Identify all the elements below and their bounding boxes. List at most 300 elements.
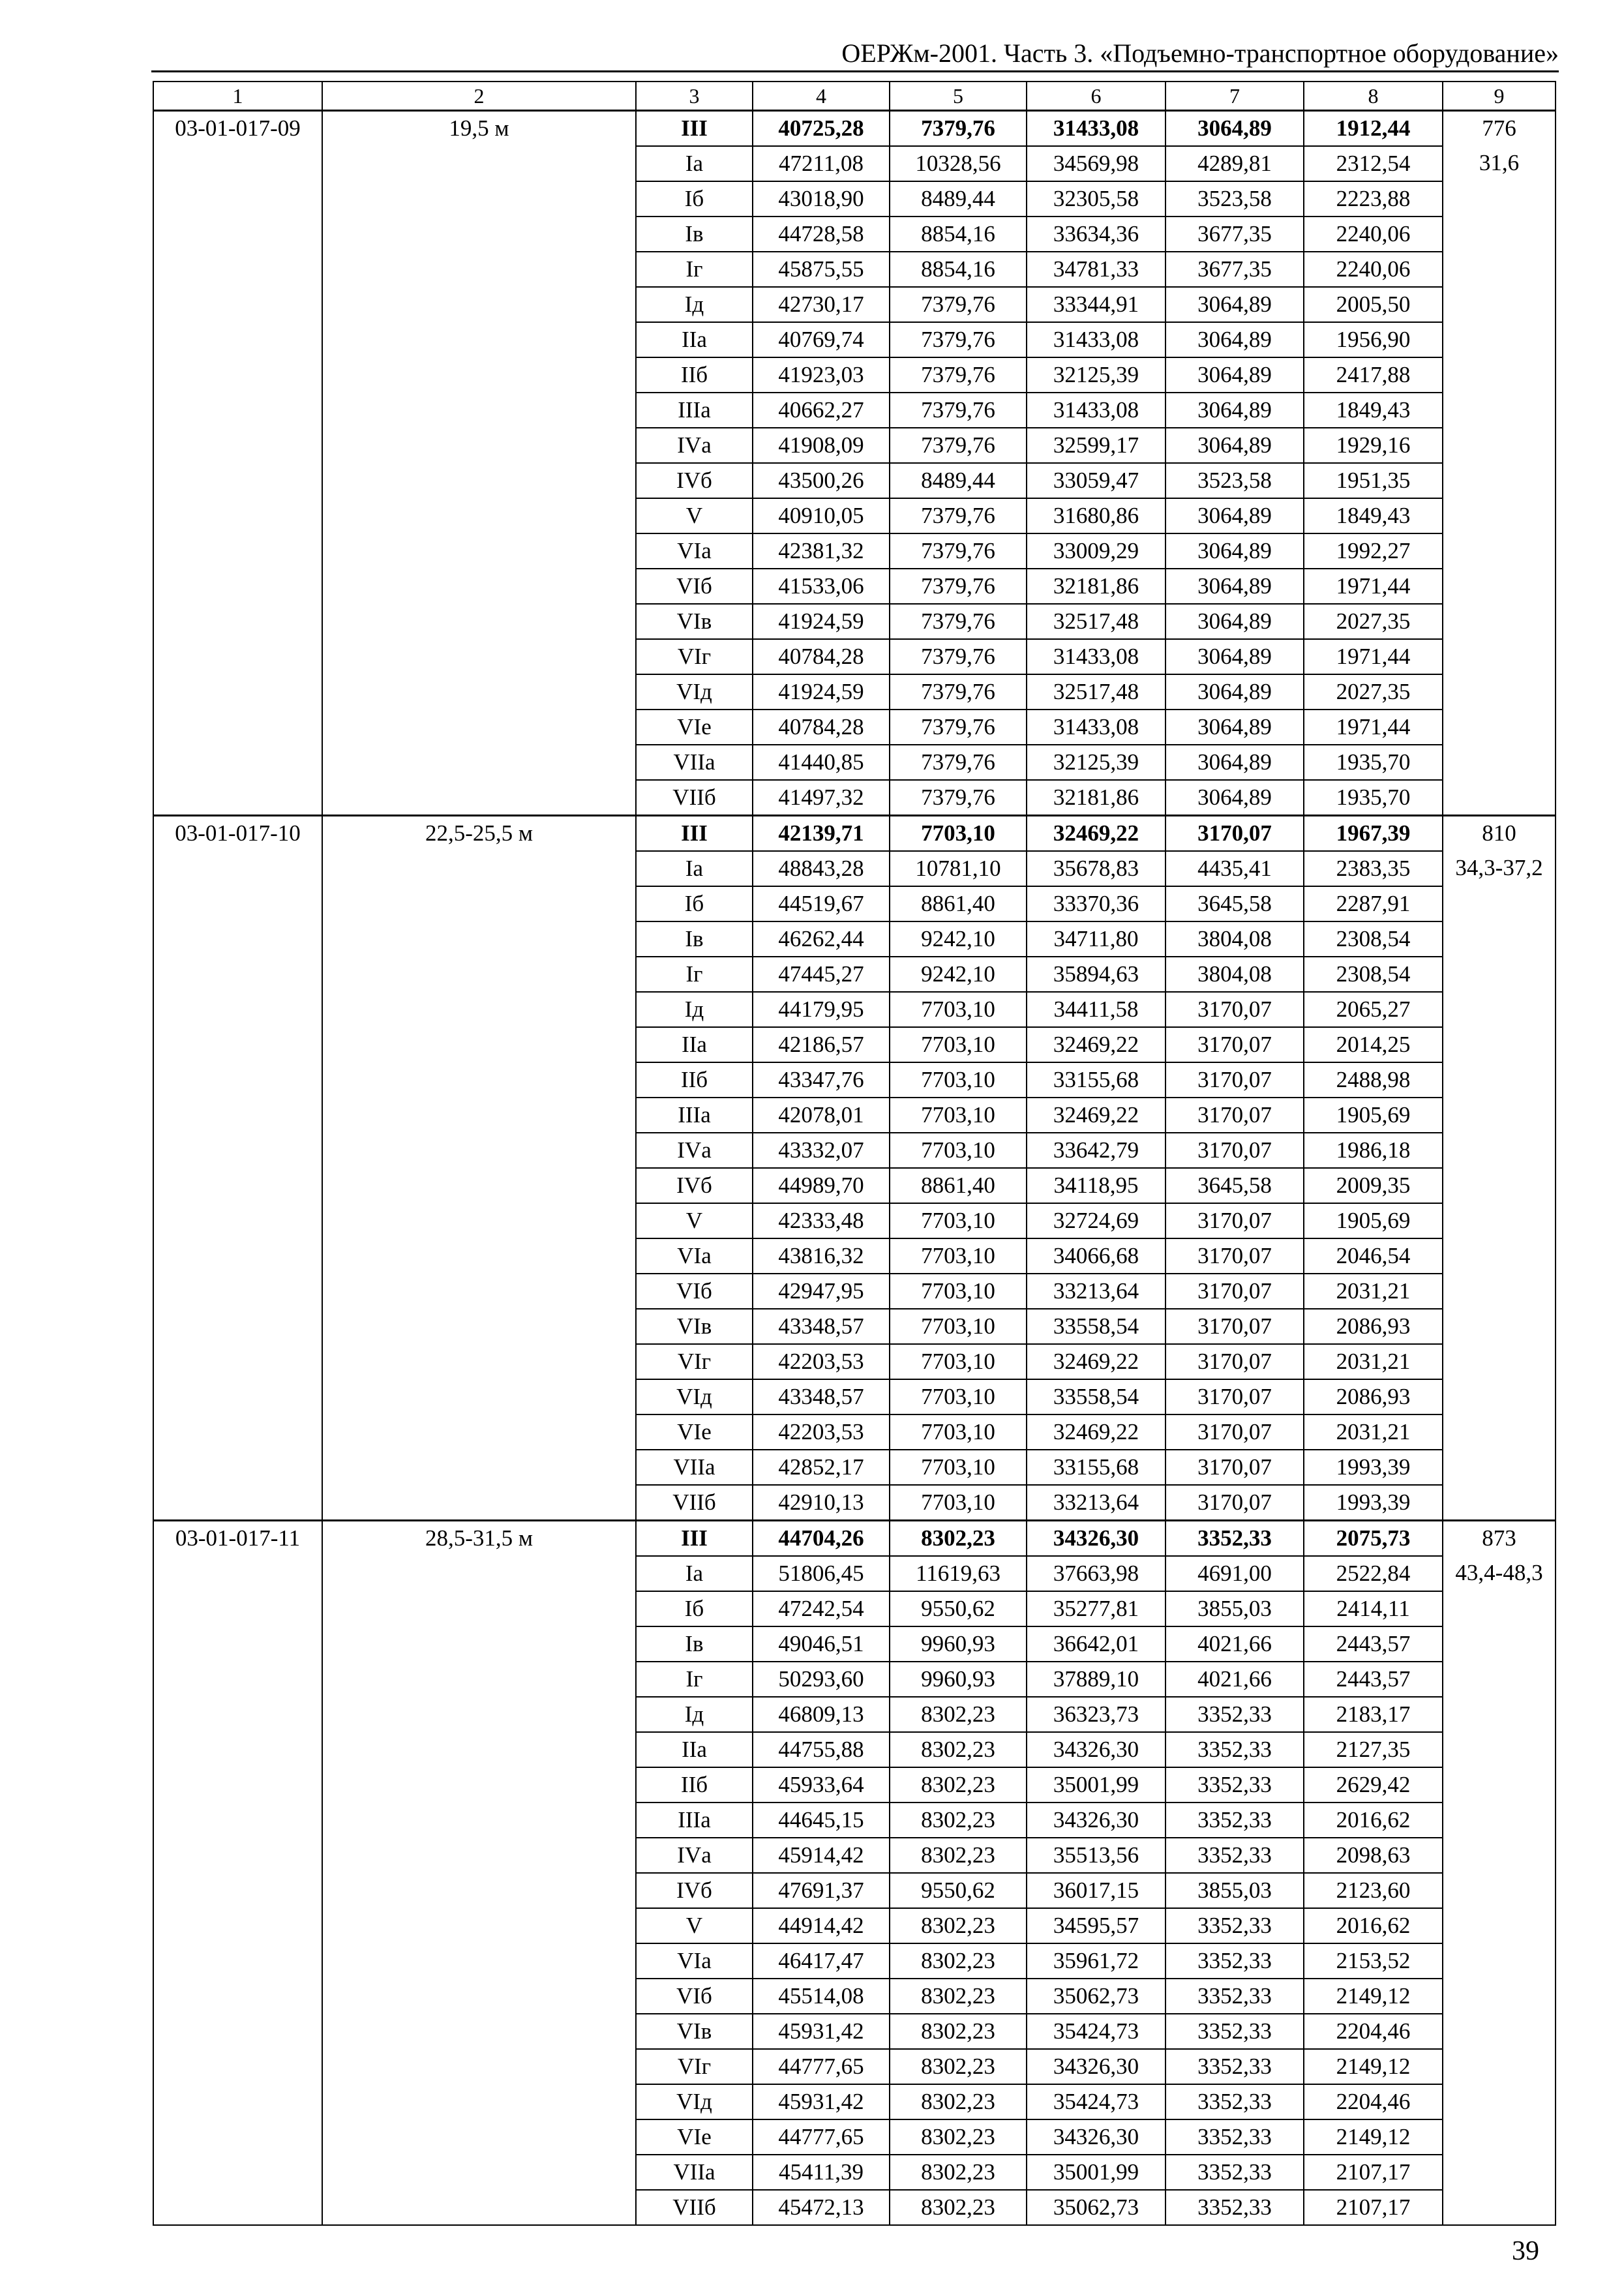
zone-code-cell: VIе — [636, 710, 753, 745]
value-cell: 7703,10 — [890, 816, 1027, 852]
value-cell: 44777,65 — [753, 2119, 890, 2155]
value-cell: 40662,27 — [753, 393, 890, 428]
value-cell: 2383,35 — [1304, 851, 1443, 886]
value-cell: 3645,58 — [1165, 1168, 1304, 1203]
value-cell: 42203,53 — [753, 1414, 890, 1450]
value-cell: 47242,54 — [753, 1591, 890, 1626]
value-cell: 2204,46 — [1304, 2014, 1443, 2049]
value-cell: 31433,08 — [1027, 393, 1165, 428]
value-cell: 3352,33 — [1165, 1521, 1304, 1557]
value-cell: 34066,68 — [1027, 1238, 1165, 1274]
value-cell: 33558,54 — [1027, 1309, 1165, 1344]
value-cell: 32469,22 — [1027, 1027, 1165, 1062]
value-cell: 8302,23 — [890, 1838, 1027, 1873]
zone-code-cell: VIIб — [636, 1485, 753, 1521]
value-cell: 2127,35 — [1304, 1732, 1443, 1767]
value-cell: 7703,10 — [890, 1485, 1027, 1521]
value-cell: 44704,26 — [753, 1521, 890, 1557]
value-cell: 37889,10 — [1027, 1662, 1165, 1697]
note-top-cell: 873 — [1443, 1521, 1556, 1557]
value-cell: 45931,42 — [753, 2014, 890, 2049]
value-cell: 3677,35 — [1165, 252, 1304, 287]
zone-code-cell: IIб — [636, 357, 753, 393]
value-cell: 31433,08 — [1027, 322, 1165, 357]
item-name: 22,5-25,5 м — [322, 816, 636, 1521]
value-cell: 1993,39 — [1304, 1450, 1443, 1485]
value-cell: 3352,33 — [1165, 1943, 1304, 1979]
column-number: 2 — [322, 82, 636, 111]
zone-code-cell: VIв — [636, 2014, 753, 2049]
zone-code-cell: IIIа — [636, 393, 753, 428]
value-cell: 9550,62 — [890, 1873, 1027, 1908]
value-cell: 2107,17 — [1304, 2190, 1443, 2225]
value-cell: 41923,03 — [753, 357, 890, 393]
value-cell: 33634,36 — [1027, 217, 1165, 252]
value-cell: 9242,10 — [890, 921, 1027, 957]
value-cell: 8302,23 — [890, 2119, 1027, 2155]
zone-code-cell: Iб — [636, 886, 753, 921]
value-cell: 41924,59 — [753, 604, 890, 639]
value-cell: 7703,10 — [890, 1098, 1027, 1133]
value-cell: 2204,46 — [1304, 2084, 1443, 2119]
zone-code-cell: VIб — [636, 1979, 753, 2014]
zone-code-cell: VIIб — [636, 780, 753, 816]
zone-code-cell: VIд — [636, 674, 753, 710]
value-cell: 7379,76 — [890, 745, 1027, 780]
value-cell: 3064,89 — [1165, 674, 1304, 710]
value-cell: 1849,43 — [1304, 393, 1443, 428]
value-cell: 3064,89 — [1165, 287, 1304, 322]
value-cell: 35678,83 — [1027, 851, 1165, 886]
value-cell: 3523,58 — [1165, 463, 1304, 498]
zone-code-cell: Iв — [636, 921, 753, 957]
value-cell: 45933,64 — [753, 1767, 890, 1803]
value-cell: 8854,16 — [890, 217, 1027, 252]
value-cell: 33059,47 — [1027, 463, 1165, 498]
value-cell: 43348,57 — [753, 1309, 890, 1344]
value-cell: 3352,33 — [1165, 1979, 1304, 2014]
value-cell: 2098,63 — [1304, 1838, 1443, 1873]
value-cell: 3352,33 — [1165, 1908, 1304, 1943]
value-cell: 2240,06 — [1304, 217, 1443, 252]
value-cell: 7379,76 — [890, 604, 1027, 639]
value-cell: 3352,33 — [1165, 1803, 1304, 1838]
value-cell: 3064,89 — [1165, 569, 1304, 604]
value-cell: 2123,60 — [1304, 1873, 1443, 1908]
value-cell: 8302,23 — [890, 2155, 1027, 2190]
column-number: 6 — [1027, 82, 1165, 111]
value-cell: 42730,17 — [753, 287, 890, 322]
value-cell: 7379,76 — [890, 639, 1027, 674]
value-cell: 35424,73 — [1027, 2014, 1165, 2049]
value-cell: 31433,08 — [1027, 111, 1165, 147]
value-cell: 3064,89 — [1165, 357, 1304, 393]
zone-code-cell: VIд — [636, 1379, 753, 1414]
column-number: 9 — [1443, 82, 1556, 111]
value-cell: 34326,30 — [1027, 1521, 1165, 1557]
value-cell: 34569,98 — [1027, 146, 1165, 181]
zone-code-cell: Iг — [636, 1662, 753, 1697]
value-cell: 3064,89 — [1165, 498, 1304, 533]
zone-code-cell: IIа — [636, 1732, 753, 1767]
value-cell: 4021,66 — [1165, 1662, 1304, 1697]
value-cell: 45472,13 — [753, 2190, 890, 2225]
value-cell: 2005,50 — [1304, 287, 1443, 322]
value-cell: 35513,56 — [1027, 1838, 1165, 1873]
item-code: 03-01-017-11 — [153, 1521, 322, 2226]
value-cell: 7703,10 — [890, 1238, 1027, 1274]
value-cell: 8489,44 — [890, 181, 1027, 217]
value-cell: 2027,35 — [1304, 674, 1443, 710]
value-cell: 44989,70 — [753, 1168, 890, 1203]
zone-code-cell: VIIб — [636, 2190, 753, 2225]
value-cell: 3170,07 — [1165, 1062, 1304, 1098]
value-cell: 3352,33 — [1165, 1732, 1304, 1767]
price-table — [153, 81, 1556, 2226]
value-cell: 4691,00 — [1165, 1556, 1304, 1591]
value-cell: 3352,33 — [1165, 1697, 1304, 1732]
zone-code-cell: VIIа — [636, 1450, 753, 1485]
value-cell: 51806,45 — [753, 1556, 890, 1591]
value-cell: 34326,30 — [1027, 1732, 1165, 1767]
value-cell: 9550,62 — [890, 1591, 1027, 1626]
value-cell: 33155,68 — [1027, 1450, 1165, 1485]
value-cell: 33642,79 — [1027, 1133, 1165, 1168]
value-cell: 41533,06 — [753, 569, 890, 604]
value-cell: 1849,43 — [1304, 498, 1443, 533]
zone-code-cell: VIб — [636, 569, 753, 604]
value-cell: 32517,48 — [1027, 604, 1165, 639]
value-cell: 7703,10 — [890, 1450, 1027, 1485]
value-cell: 7379,76 — [890, 710, 1027, 745]
zone-code-cell: IVа — [636, 1838, 753, 1873]
value-cell: 41440,85 — [753, 745, 890, 780]
value-cell: 42947,95 — [753, 1274, 890, 1309]
value-cell: 1967,39 — [1304, 816, 1443, 852]
value-cell: 7379,76 — [890, 287, 1027, 322]
value-cell: 33009,29 — [1027, 533, 1165, 569]
value-cell: 3170,07 — [1165, 992, 1304, 1027]
zone-code-cell: IVа — [636, 1133, 753, 1168]
zone-code-cell: IIIа — [636, 1803, 753, 1838]
value-cell: 2287,91 — [1304, 886, 1443, 921]
zone-code-cell: V — [636, 1908, 753, 1943]
value-cell: 2308,54 — [1304, 957, 1443, 992]
value-cell: 33213,64 — [1027, 1274, 1165, 1309]
value-cell: 7379,76 — [890, 498, 1027, 533]
value-cell: 32517,48 — [1027, 674, 1165, 710]
value-cell: 42078,01 — [753, 1098, 890, 1133]
value-cell: 3804,08 — [1165, 957, 1304, 992]
value-cell: 2629,42 — [1304, 1767, 1443, 1803]
zone-code-cell: Iд — [636, 992, 753, 1027]
value-cell: 8302,23 — [890, 1521, 1027, 1557]
value-cell: 35277,81 — [1027, 1591, 1165, 1626]
value-cell: 2414,11 — [1304, 1591, 1443, 1626]
table-row — [153, 816, 1556, 852]
value-cell: 47445,27 — [753, 957, 890, 992]
value-cell: 4021,66 — [1165, 1626, 1304, 1662]
value-cell: 32125,39 — [1027, 357, 1165, 393]
value-cell: 8302,23 — [890, 1767, 1027, 1803]
value-cell: 49046,51 — [753, 1626, 890, 1662]
value-cell: 41497,32 — [753, 780, 890, 816]
value-cell: 3855,03 — [1165, 1873, 1304, 1908]
value-cell: 7703,10 — [890, 1379, 1027, 1414]
value-cell: 1956,90 — [1304, 322, 1443, 357]
value-cell: 3352,33 — [1165, 2155, 1304, 2190]
value-cell: 11619,63 — [890, 1556, 1027, 1591]
value-cell: 32599,17 — [1027, 428, 1165, 463]
zone-code-cell: III — [636, 816, 753, 852]
value-cell: 2488,98 — [1304, 1062, 1443, 1098]
value-cell: 44519,67 — [753, 886, 890, 921]
zone-code-cell: VIг — [636, 2049, 753, 2084]
item-code: 03-01-017-09 — [153, 111, 322, 816]
value-cell: 2417,88 — [1304, 357, 1443, 393]
value-cell: 32181,86 — [1027, 569, 1165, 604]
value-cell: 7703,10 — [890, 1414, 1027, 1450]
value-cell: 10328,56 — [890, 146, 1027, 181]
value-cell: 2183,17 — [1304, 1697, 1443, 1732]
value-cell: 3170,07 — [1165, 1203, 1304, 1238]
value-cell: 2065,27 — [1304, 992, 1443, 1027]
value-cell: 41924,59 — [753, 674, 890, 710]
value-cell: 2031,21 — [1304, 1414, 1443, 1450]
value-cell: 7703,10 — [890, 1274, 1027, 1309]
value-cell: 8302,23 — [890, 2049, 1027, 2084]
value-cell: 3064,89 — [1165, 322, 1304, 357]
value-cell: 2107,17 — [1304, 2155, 1443, 2190]
zone-code-cell: VIг — [636, 639, 753, 674]
value-cell: 3170,07 — [1165, 816, 1304, 852]
zone-code-cell: Iа — [636, 1556, 753, 1591]
value-cell: 35424,73 — [1027, 2084, 1165, 2119]
value-cell: 37663,98 — [1027, 1556, 1165, 1591]
value-cell: 8302,23 — [890, 2084, 1027, 2119]
value-cell: 35001,99 — [1027, 2155, 1165, 2190]
value-cell: 10781,10 — [890, 851, 1027, 886]
value-cell: 43500,26 — [753, 463, 890, 498]
value-cell: 34711,80 — [1027, 921, 1165, 957]
value-cell: 1929,16 — [1304, 428, 1443, 463]
header-rule — [151, 70, 1559, 72]
value-cell: 1986,18 — [1304, 1133, 1443, 1168]
value-cell: 4289,81 — [1165, 146, 1304, 181]
value-cell: 40910,05 — [753, 498, 890, 533]
item-name: 19,5 м — [322, 111, 636, 816]
value-cell: 3352,33 — [1165, 2049, 1304, 2084]
document-header-title: ОЕРЖм-2001. Часть 3. «Подъемно-транспортное оборудование» — [841, 38, 1559, 68]
value-cell: 2031,21 — [1304, 1344, 1443, 1379]
value-cell: 3170,07 — [1165, 1027, 1304, 1062]
value-cell: 7379,76 — [890, 393, 1027, 428]
zone-code-cell: VIе — [636, 2119, 753, 2155]
value-cell: 9242,10 — [890, 957, 1027, 992]
value-cell: 45411,39 — [753, 2155, 890, 2190]
value-cell: 32181,86 — [1027, 780, 1165, 816]
zone-code-cell: Iв — [636, 1626, 753, 1662]
value-cell: 35894,63 — [1027, 957, 1165, 992]
value-cell: 45914,42 — [753, 1838, 890, 1873]
value-cell: 32469,22 — [1027, 1098, 1165, 1133]
value-cell: 44755,88 — [753, 1732, 890, 1767]
value-cell: 46417,47 — [753, 1943, 890, 1979]
value-cell: 40784,28 — [753, 710, 890, 745]
value-cell: 3064,89 — [1165, 428, 1304, 463]
value-cell: 4435,41 — [1165, 851, 1304, 886]
value-cell: 35062,73 — [1027, 2190, 1165, 2225]
value-cell: 2046,54 — [1304, 1238, 1443, 1274]
value-cell: 7379,76 — [890, 533, 1027, 569]
value-cell: 50293,60 — [753, 1662, 890, 1697]
value-cell: 44645,15 — [753, 1803, 890, 1838]
value-cell: 1935,70 — [1304, 745, 1443, 780]
value-cell: 8861,40 — [890, 1168, 1027, 1203]
value-cell: 32125,39 — [1027, 745, 1165, 780]
value-cell: 32724,69 — [1027, 1203, 1165, 1238]
value-cell: 9960,93 — [890, 1626, 1027, 1662]
value-cell: 3645,58 — [1165, 886, 1304, 921]
page-number: 39 — [1512, 2236, 1539, 2266]
value-cell: 7379,76 — [890, 322, 1027, 357]
value-cell: 8302,23 — [890, 2014, 1027, 2049]
zone-code-cell: VIIа — [636, 745, 753, 780]
zone-code-cell: Iб — [636, 181, 753, 217]
zone-code-cell: IIIа — [636, 1098, 753, 1133]
value-cell: 32305,58 — [1027, 181, 1165, 217]
table-body — [153, 82, 1556, 2225]
value-cell: 1971,44 — [1304, 639, 1443, 674]
value-cell: 7703,10 — [890, 1309, 1027, 1344]
zone-code-cell: V — [636, 498, 753, 533]
value-cell: 3064,89 — [1165, 639, 1304, 674]
table-row — [153, 111, 1556, 147]
value-cell: 42333,48 — [753, 1203, 890, 1238]
value-cell: 7703,10 — [890, 1062, 1027, 1098]
value-cell: 1992,27 — [1304, 533, 1443, 569]
value-cell: 33558,54 — [1027, 1379, 1165, 1414]
column-number: 7 — [1165, 82, 1304, 111]
value-cell: 44728,58 — [753, 217, 890, 252]
column-number: 8 — [1304, 82, 1443, 111]
value-cell: 8302,23 — [890, 1943, 1027, 1979]
zone-code-cell: VIб — [636, 1274, 753, 1309]
value-cell: 34595,57 — [1027, 1908, 1165, 1943]
value-cell: 45875,55 — [753, 252, 890, 287]
value-cell: 35001,99 — [1027, 1767, 1165, 1803]
value-cell: 32469,22 — [1027, 816, 1165, 852]
zone-code-cell: IIб — [636, 1767, 753, 1803]
value-cell: 2075,73 — [1304, 1521, 1443, 1557]
value-cell: 36017,15 — [1027, 1873, 1165, 1908]
value-cell: 2014,25 — [1304, 1027, 1443, 1062]
value-cell: 2027,35 — [1304, 604, 1443, 639]
value-cell: 36323,73 — [1027, 1697, 1165, 1732]
value-cell: 2443,57 — [1304, 1626, 1443, 1662]
value-cell: 2312,54 — [1304, 146, 1443, 181]
zone-code-cell: III — [636, 1521, 753, 1557]
value-cell: 2443,57 — [1304, 1662, 1443, 1697]
zone-code-cell: VIд — [636, 2084, 753, 2119]
value-cell: 43018,90 — [753, 181, 890, 217]
value-cell: 2308,54 — [1304, 921, 1443, 957]
value-cell: 42139,71 — [753, 816, 890, 852]
value-cell: 3170,07 — [1165, 1133, 1304, 1168]
value-cell: 1971,44 — [1304, 569, 1443, 604]
value-cell: 34326,30 — [1027, 2119, 1165, 2155]
value-cell: 3855,03 — [1165, 1591, 1304, 1626]
value-cell: 1993,39 — [1304, 1485, 1443, 1521]
value-cell: 3064,89 — [1165, 533, 1304, 569]
value-cell: 36642,01 — [1027, 1626, 1165, 1662]
zone-code-cell: VIIа — [636, 2155, 753, 2190]
value-cell: 3170,07 — [1165, 1414, 1304, 1450]
table-row — [153, 1521, 1556, 1557]
value-cell: 1905,69 — [1304, 1098, 1443, 1133]
zone-code-cell: VIг — [636, 1344, 753, 1379]
value-cell: 3170,07 — [1165, 1344, 1304, 1379]
zone-code-cell: VIв — [636, 1309, 753, 1344]
value-cell: 3170,07 — [1165, 1379, 1304, 1414]
value-cell: 2086,93 — [1304, 1309, 1443, 1344]
value-cell: 8854,16 — [890, 252, 1027, 287]
value-cell: 2149,12 — [1304, 2049, 1443, 2084]
value-cell: 42910,13 — [753, 1485, 890, 1521]
value-cell: 46262,44 — [753, 921, 890, 957]
value-cell: 8302,23 — [890, 1803, 1027, 1838]
zone-code-cell: Iа — [636, 146, 753, 181]
value-cell: 7379,76 — [890, 428, 1027, 463]
zone-code-cell: III — [636, 111, 753, 147]
value-cell: 31433,08 — [1027, 639, 1165, 674]
zone-code-cell: Iд — [636, 287, 753, 322]
value-cell: 3523,58 — [1165, 181, 1304, 217]
value-cell: 3064,89 — [1165, 111, 1304, 147]
value-cell: 34326,30 — [1027, 1803, 1165, 1838]
value-cell: 7703,10 — [890, 992, 1027, 1027]
value-cell: 35062,73 — [1027, 1979, 1165, 2014]
value-cell: 42381,32 — [753, 533, 890, 569]
value-cell: 9960,93 — [890, 1662, 1027, 1697]
value-cell: 2149,12 — [1304, 2119, 1443, 2155]
value-cell: 8302,23 — [890, 1979, 1027, 2014]
value-cell: 7379,76 — [890, 111, 1027, 147]
zone-code-cell: Iг — [636, 252, 753, 287]
value-cell: 1935,70 — [1304, 780, 1443, 816]
value-cell: 48843,28 — [753, 851, 890, 886]
value-cell: 3804,08 — [1165, 921, 1304, 957]
value-cell: 2016,62 — [1304, 1803, 1443, 1838]
zone-code-cell: VIе — [636, 1414, 753, 1450]
zone-code-cell: V — [636, 1203, 753, 1238]
item-code: 03-01-017-10 — [153, 816, 322, 1521]
value-cell: 3170,07 — [1165, 1274, 1304, 1309]
zone-code-cell: Iд — [636, 1697, 753, 1732]
column-number: 3 — [636, 82, 753, 111]
value-cell: 3064,89 — [1165, 393, 1304, 428]
value-cell: 7703,10 — [890, 1344, 1027, 1379]
value-cell: 43816,32 — [753, 1238, 890, 1274]
value-cell: 3064,89 — [1165, 745, 1304, 780]
value-cell: 35961,72 — [1027, 1943, 1165, 1979]
value-cell: 3352,33 — [1165, 2119, 1304, 2155]
note-bottom-cell: 34,3-37,2 — [1443, 851, 1556, 1521]
value-cell: 1912,44 — [1304, 111, 1443, 147]
zone-code-cell: IVа — [636, 428, 753, 463]
item-name: 28,5-31,5 м — [322, 1521, 636, 2226]
zone-code-cell: IIа — [636, 1027, 753, 1062]
